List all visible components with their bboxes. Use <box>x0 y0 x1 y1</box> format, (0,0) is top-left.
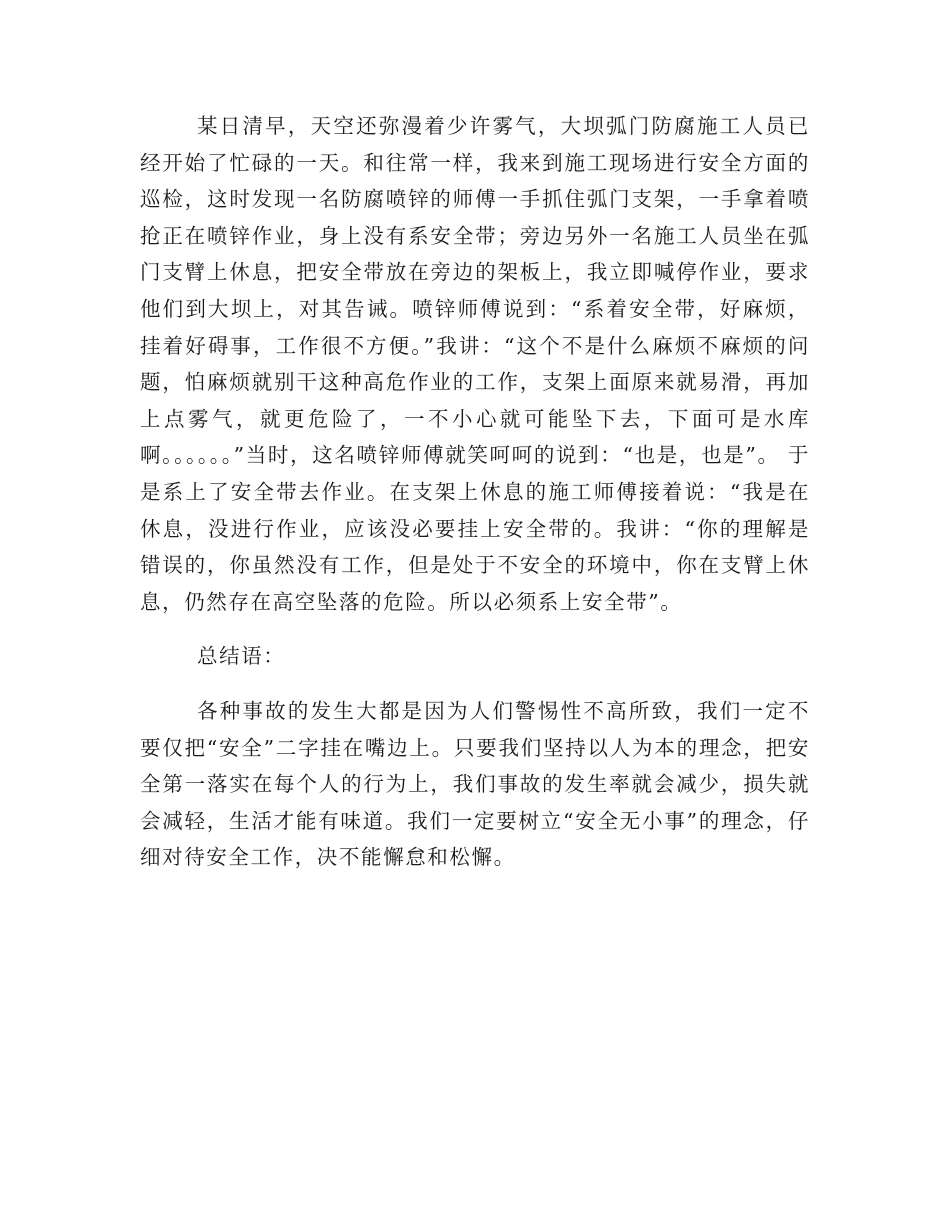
paragraph-summary-body: 各种事故的发生大都是因为人们警惕性不高所致，我们一定不要仅把“安全”二字挂在嘴边上。只要我们坚持以人为本的理念，把安全第一落实在每个人的行为上，我们事故的发生率就会减少，损失就会减轻，生活才能有味道。我们一定要树立“安全无小事”的理念，仔细对待安全工作，决不能懈怠和松懈。 <box>140 698 810 870</box>
paragraph-summary-heading: 总结语： <box>197 644 286 669</box>
paragraph-inspection-story: 某日清早，天空还弥漫着少许雾气，大坝弧门防腐施工人员已经开始了忙碌的一天。和往常一样，我来到施工现场进行安全方面的巡检，这时发现一名防腐喷锌的师傅一手抓住弧门支架，一手拿着喷抢正在喷锌作业，身上没有系安全带；旁边另外一名施工人员坐在弧门支臂上休息，把安全带放在旁边的架板上，我立即喊停作业，要求他们到大坝上，对其告诫。喷锌师傅说到：“系着安全带，好麻烦，挂着好碍事，工作很不方便。”我讲：“这个不是什么麻烦不麻烦的问题，怕麻烦就别干这种高危作业的工作，支架上面原来就易滑，再加上点雾气，就更危险了，一不小心就可能坠下去，下面可是水库啊。。。。。。”当时，这名喷锌师傅就笑呵呵的说到：“也是，也是”。 于是系上了安全带去作业。在支架上休息的施工师傅接着说：“我是在休息，没进行作业，应该没必要挂上安全带的。我讲：“你的理解是错误的，你虽然没有工作，但是处于不安全的环境中，你在支臂上休息，仍然存在高空坠落的危险。所以必须系上安全带”。 <box>140 114 810 614</box>
document-body <box>140 108 810 876</box>
